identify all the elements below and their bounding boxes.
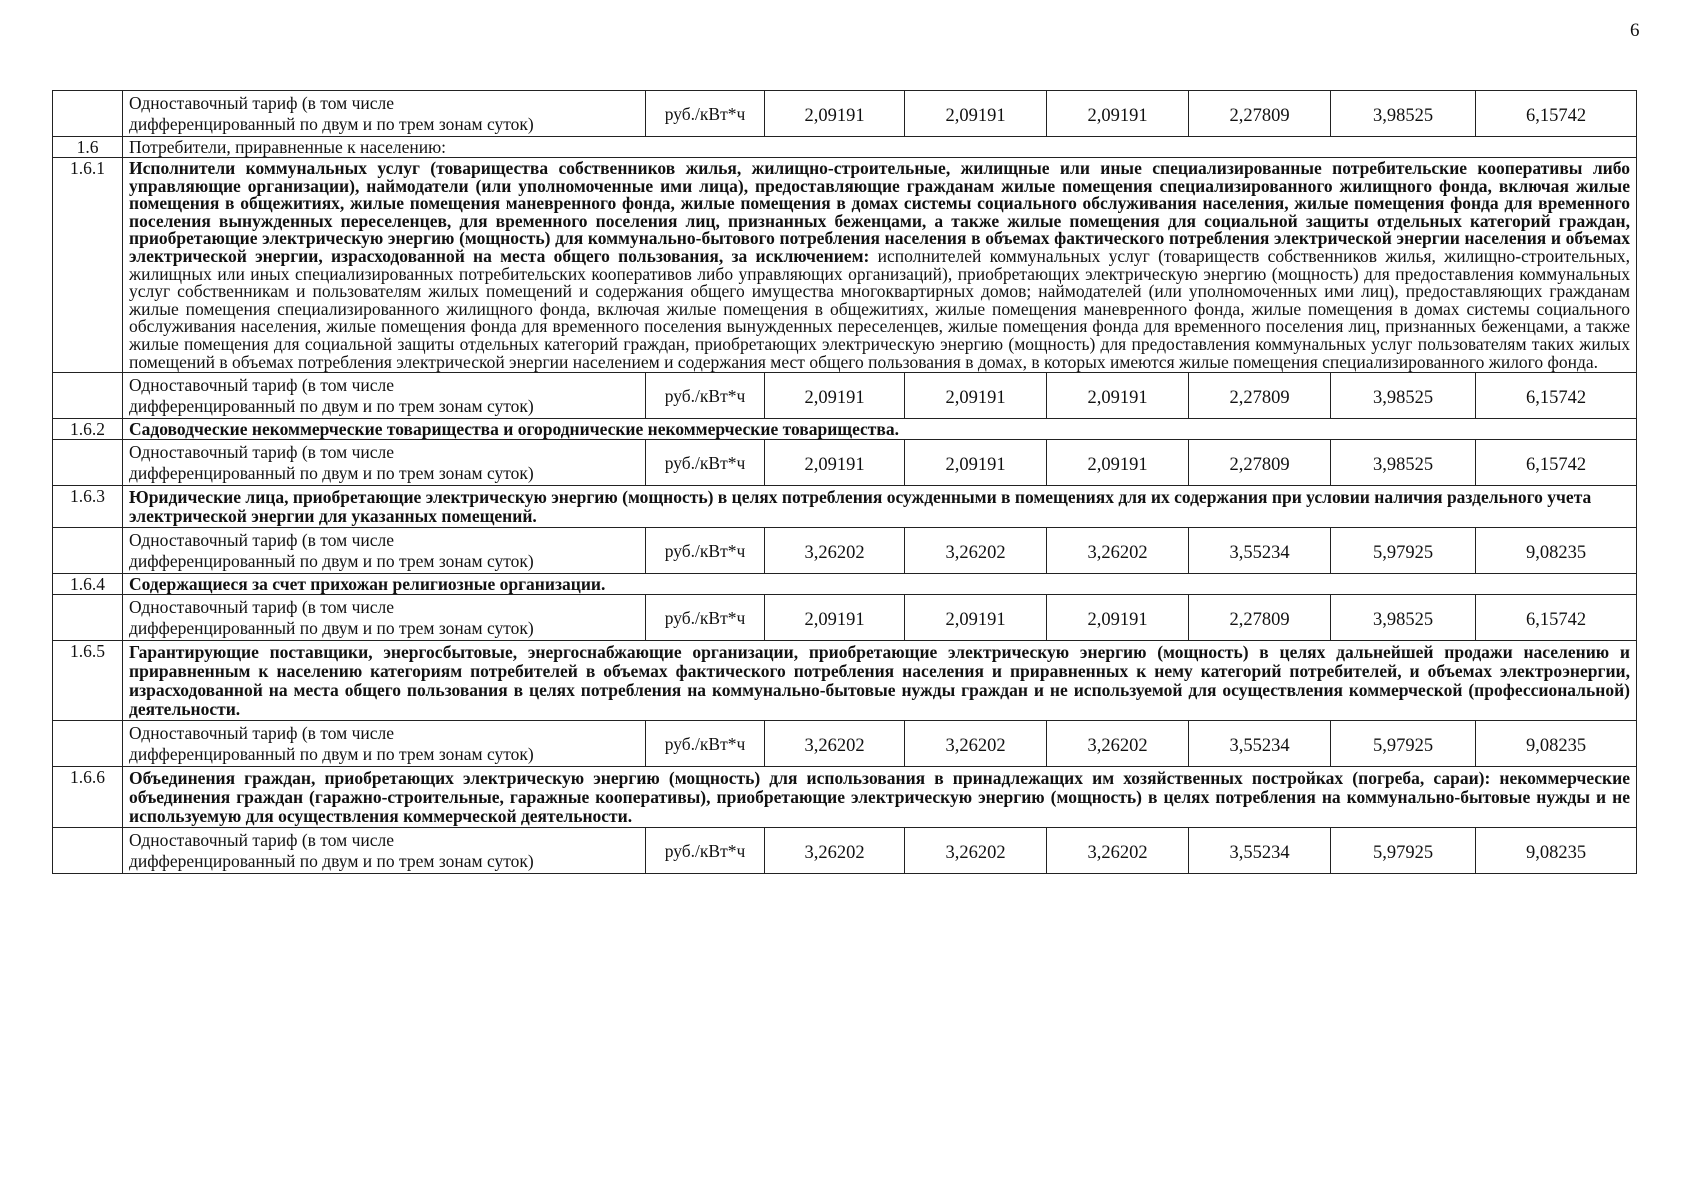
section-title: Объединения граждан, приобретающих электрическую энергию (мощность) для использования в принадлежащих им хозяйственных постройках (погреба, сараи): некоммерческие объединения граждан (гаражно-строительные, гаражные кооперативы), приобретающие электрическую энергию (мощность) в целях потребления на коммунально-бытовые нужды и не используемую для осуществления коммерческой деятельности. — [123, 767, 1637, 828]
row-number — [53, 528, 123, 574]
description-normal: исполнителей коммунальных услуг (товариществ собственников жилья, жилищно-строительных, жилищных или иных специализированных потребительских кооперативов либо управляющих организаций), приобретающих электрическую энергию (мощность) для предоставления коммунальных услуг собственникам и пользователям жилых помещений и содержания общего имущества многоквартирных домов; наймодателей (или уполномоченных ими лиц), предоставляющих гражданам жилые помещения специализированного жилищного фонда, включая жилые помещения в общежитиях, жилые помещения маневренного фонда, жилые помещения в домах системы социального обслуживания населения, жилые помещения фонда для временного поселения вынужденных переселенцев, жилые помещения фонда для временного поселения лиц, признанных беженцами, а также жилые помещения для социальной защиты отдельных категорий граждан, приобретающих электрическую энергию (мощность) для предоставления коммунальных услуг пользователям таких жилых помещений в объемах потребления электрической энергии населением и содержания мест общего пользования в домах, в которых имеются жилые помещения специализированного жилого фонда. — [129, 245, 1631, 372]
value-cell: 3,26202 — [765, 721, 905, 767]
unit-cell: руб./кВт*ч — [646, 528, 765, 574]
tariff-label: Одноставочный тариф (в том числе дифференцированный по двум и по трем зонам суток) — [123, 595, 646, 641]
value-cell: 9,08235 — [1476, 828, 1637, 874]
value-cell: 3,26202 — [1047, 528, 1189, 574]
value-cell: 2,09191 — [905, 440, 1047, 486]
table-row — [53, 721, 1637, 767]
section-header-row — [53, 158, 1637, 373]
value-cell: 5,97925 — [1331, 828, 1476, 874]
tariff-label: Одноставочный тариф (в том числе дифференцированный по двум и по трем зонам суток) — [123, 440, 646, 486]
value-cell: 3,26202 — [905, 528, 1047, 574]
value-cell: 3,26202 — [905, 828, 1047, 874]
page-number: 6 — [1630, 20, 1640, 41]
section-header-row — [53, 419, 1637, 440]
tariff-table — [52, 90, 1637, 874]
row-number: 1.6.1 — [53, 158, 123, 373]
value-cell: 3,26202 — [1047, 721, 1189, 767]
value-cell: 2,09191 — [765, 440, 905, 486]
section-header-row — [53, 641, 1637, 721]
row-number: 1.6 — [53, 137, 123, 158]
value-cell: 3,98525 — [1331, 373, 1476, 419]
unit-cell: руб./кВт*ч — [646, 721, 765, 767]
value-cell: 3,55234 — [1189, 721, 1331, 767]
value-cell: 2,09191 — [765, 595, 905, 641]
unit-cell: руб./кВт*ч — [646, 595, 765, 641]
value-cell: 2,09191 — [765, 373, 905, 419]
value-cell: 2,09191 — [905, 91, 1047, 137]
row-number — [53, 721, 123, 767]
unit-cell: руб./кВт*ч — [646, 440, 765, 486]
tariff-label: Одноставочный тариф (в том числе дифференцированный по двум и по трем зонам суток) — [123, 828, 646, 874]
value-cell: 2,09191 — [765, 91, 905, 137]
section-header-row — [53, 574, 1637, 595]
row-number: 1.6.6 — [53, 767, 123, 828]
table-row — [53, 595, 1637, 641]
section-title: Содержащиеся за счет прихожан религиозные организации. — [123, 574, 1637, 595]
value-cell: 3,98525 — [1331, 440, 1476, 486]
value-cell: 3,26202 — [905, 721, 1047, 767]
section-header-row — [53, 767, 1637, 828]
tariff-label: Одноставочный тариф (в том числе дифференцированный по двум и по трем зонам суток) — [123, 91, 646, 137]
table-row — [53, 91, 1637, 137]
value-cell: 5,97925 — [1331, 721, 1476, 767]
unit-cell: руб./кВт*ч — [646, 373, 765, 419]
section-description — [123, 158, 1637, 373]
value-cell: 3,26202 — [765, 828, 905, 874]
value-cell: 3,55234 — [1189, 828, 1331, 874]
unit-cell: руб./кВт*ч — [646, 91, 765, 137]
tariff-label: Одноставочный тариф (в том числе дифференцированный по двум и по трем зонам суток) — [123, 528, 646, 574]
value-cell: 9,08235 — [1476, 721, 1637, 767]
value-cell: 6,15742 — [1476, 373, 1637, 419]
row-number — [53, 828, 123, 874]
tariff-label: Одноставочный тариф (в том числе дифференцированный по двум и по трем зонам суток) — [123, 373, 646, 419]
value-cell: 2,27809 — [1189, 91, 1331, 137]
value-cell: 6,15742 — [1476, 440, 1637, 486]
value-cell: 2,27809 — [1189, 440, 1331, 486]
value-cell: 2,09191 — [905, 373, 1047, 419]
value-cell: 2,09191 — [1047, 595, 1189, 641]
section-header-row — [53, 137, 1637, 158]
description-bold: Исполнители коммунальных услуг (товарищества собственников жилья, жилищно-строительные, жилищные или иные специализированные потребительские кооперативы либо управляющие организации), наймодатели (или уполномоченные ими лица), предоставляющие гражданам жилые помещения специализированного жилищного фонда, включая жилые помещения в общежитиях, жилые помещения маневренного фонда, жилые помещения в домах системы социального обслуживания населения, жилые помещения фонда для временного поселения вынужденных переселенцев, для временного поселения лиц, признанных беженцами, а также жилые помещения для социальной защиты отдельных категорий граждан, приобретающие электрическую энергию (мощность) для коммунально-бытового потребления населения в объемах фактического потребления электрической энергии населения и объемах электрической энергии, израсходованной на места общего пользования, за исключением: — [129, 158, 1630, 266]
value-cell: 3,55234 — [1189, 528, 1331, 574]
value-cell: 3,26202 — [765, 528, 905, 574]
table-row — [53, 440, 1637, 486]
value-cell: 3,98525 — [1331, 595, 1476, 641]
value-cell: 2,27809 — [1189, 595, 1331, 641]
section-title: Садоводческие некоммерческие товарищества и огороднические некоммерческие товарищества. — [123, 419, 1637, 440]
row-number — [53, 595, 123, 641]
row-number: 1.6.4 — [53, 574, 123, 595]
section-title: Юридические лица, приобретающие электрическую энергию (мощность) в целях потребления осужденными в помещениях для их содержания при условии наличия раздельного учета электрической энергии для указанных помещений. — [123, 486, 1637, 528]
row-number: 1.6.3 — [53, 486, 123, 528]
value-cell: 2,09191 — [905, 595, 1047, 641]
row-number — [53, 440, 123, 486]
table-row — [53, 373, 1637, 419]
row-number — [53, 373, 123, 419]
value-cell: 2,27809 — [1189, 373, 1331, 419]
value-cell: 6,15742 — [1476, 595, 1637, 641]
row-number: 1.6.2 — [53, 419, 123, 440]
unit-cell: руб./кВт*ч — [646, 828, 765, 874]
value-cell: 3,98525 — [1331, 91, 1476, 137]
table-row — [53, 828, 1637, 874]
value-cell: 3,26202 — [1047, 828, 1189, 874]
value-cell: 5,97925 — [1331, 528, 1476, 574]
value-cell: 2,09191 — [1047, 91, 1189, 137]
value-cell: 9,08235 — [1476, 528, 1637, 574]
value-cell: 2,09191 — [1047, 440, 1189, 486]
section-title: Гарантирующие поставщики, энергосбытовые, энергоснабжающие организации, приобретающие электрическую энергию (мощность) в целях дальнейшей продажи населению и приравненным к населению категориям потребителей в объемах фактического потребления населения и приравненных к нему категорий потребителей, и объемах электроэнергии, израсходованной на места общего пользования в целях потребления на коммунально-бытовые нужды граждан и не используемой для осуществления коммерческой (профессиональной) деятельности. — [123, 641, 1637, 721]
table-row — [53, 528, 1637, 574]
tariff-label: Одноставочный тариф (в том числе дифференцированный по двум и по трем зонам суток) — [123, 721, 646, 767]
row-number: 1.6.5 — [53, 641, 123, 721]
section-header-row — [53, 486, 1637, 528]
value-cell: 6,15742 — [1476, 91, 1637, 137]
section-title: Потребители, приравненные к населению: — [123, 137, 1637, 158]
value-cell: 2,09191 — [1047, 373, 1189, 419]
row-number — [53, 91, 123, 137]
